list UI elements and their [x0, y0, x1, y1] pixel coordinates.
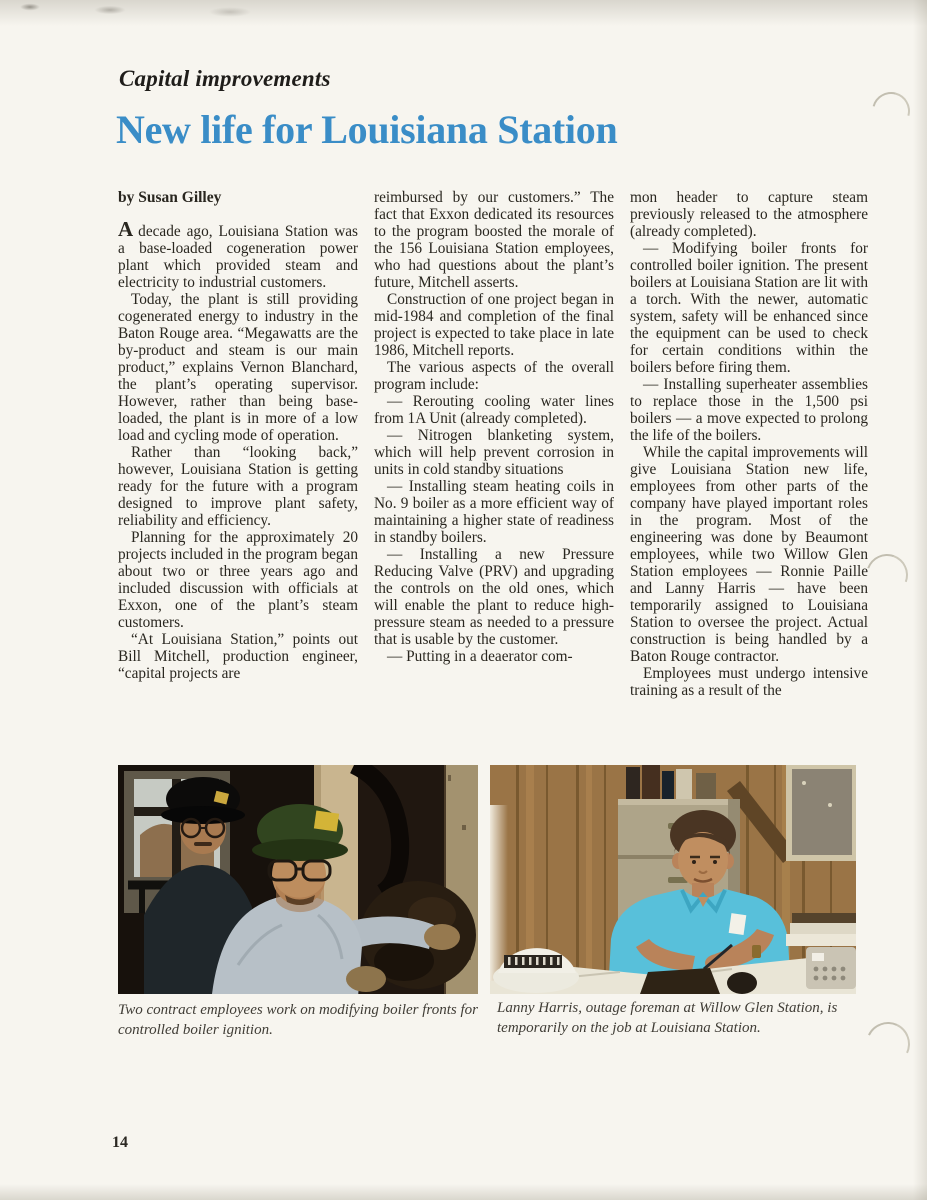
photo-caption: Two contract employees work on modifying boiler fronts for controlled boiler ignition.	[118, 1002, 478, 1038]
article-column-1	[118, 189, 358, 682]
article-paragraph: Construction of one project began in mid-1984 and completion of the final project is expected to take place in late 1986, Mitchell reports.	[374, 291, 614, 359]
article-list-item: — Putting in a deaerator com-	[387, 648, 573, 665]
article-list-item: — Installing superheater assemblies to replace those in the 1,500 psi boilers — a move expected to prolong the life of the boilers.	[630, 376, 868, 444]
article-list-item: — Rerouting cooling water lines from 1A Unit (already completed).	[374, 393, 614, 427]
pocket-badge	[729, 913, 747, 935]
scan-shadow-bottom	[0, 1184, 927, 1200]
photo-caption: Lanny Harris, outage foreman at Willow Glen Station, is temporarily on the job at Louisiana Station.	[497, 1000, 838, 1036]
article-paragraph	[118, 217, 358, 291]
photo-lanny-harris-desk	[490, 765, 856, 994]
article-title: New life for Louisiana Station	[116, 107, 618, 152]
article-paragraph: mon header to capture steam previously released to the atmosphere (already completed).	[630, 189, 868, 240]
paragraph-text: decade ago, Louisiana Station was a base-loaded cogeneration power plant which provided steam and electricity to industrial customers.	[118, 223, 358, 291]
desk-tray	[640, 968, 720, 994]
article-paragraph: Rather than “looking back,” however, Louisiana Station is getting ready for the future with a program designed to improve plant safety, reliability and efficiency.	[118, 444, 358, 529]
article-paragraph: While the capital improvements will give Louisiana Station new life, employees from other parts of the company have played important roles in the program. Most of the engineering was done by Beaumont employees, while two Willow Glen Station employees — Ronnie Paille and Lanny Harris — have been temporarily assigned to Louisiana Station to oversee the project. Actual construction is being handled by a Baton Rouge contractor.	[630, 444, 868, 665]
article-list-item: — Modifying boiler fronts for controlled boiler ignition. The present boilers at Louisiana Station are lit with a torch. With the newer, automatic system, safety will be enhanced since the equipment can be used to check for certain conditions within the boilers before firing them.	[630, 240, 868, 376]
article-paragraph: Employees must undergo intensive training as a result of the	[630, 665, 868, 699]
byline: by Susan Gilley	[118, 189, 222, 206]
article-paragraph: Planning for the approximately 20 projects included in the program began about two or three years ago and included discussion with officials at Exxon, one of the plant’s steam customers.	[118, 529, 358, 631]
article-paragraph: The various aspects of the overall program include:	[374, 359, 614, 393]
bulletin-board	[786, 765, 856, 861]
page-number: 14	[112, 1134, 128, 1151]
article-paragraph: “At Louisiana Station,” points out Bill Mitchell, production engineer, “capital projects are	[118, 631, 358, 682]
scan-shadow-right	[913, 0, 927, 1200]
desk-knob	[727, 972, 757, 994]
scan-noise	[0, 0, 420, 20]
section-kicker: Capital improvements	[119, 66, 331, 91]
article-column-2	[374, 189, 614, 665]
drop-cap: A	[118, 217, 134, 241]
article-list-item: — Nitrogen blanketing system, which will help prevent corrosion in units in cold standby situations	[374, 427, 614, 478]
article-paragraph: reimbursed by our customers.” The fact that Exxon dedicated its resources to the program boosted the morale of the 156 Louisiana Station employees, who had questions about the plant’s future, Mitchell asserts.	[374, 189, 614, 291]
wristwatch	[752, 945, 761, 958]
binder-hole-mark	[865, 85, 917, 137]
article-column-3	[630, 189, 868, 699]
scan-shadow-top	[0, 0, 927, 26]
work-glove	[424, 924, 460, 950]
photo-boiler-workers	[118, 765, 478, 994]
article-list-item: — Installing steam heating coils in No. 9 boiler as a more efficient way of maintaining a higher state of readiness in standby boilers.	[374, 478, 614, 546]
article-list-item: — Installing a new Pressure Reducing Valve (PRV) and upgrading the controls on the old ones, which will enable the plant to reduce high-pressure steam as needed to a pressure that is usable by the customer.	[374, 546, 614, 648]
article-paragraph: Today, the plant is still providing cogenerated energy to industry in the Baton Rouge area. “Megawatts are the by-product and steam is our main product,” explains Vernon Blanchard, the plant’s operating supervisor. However, rather than being base-loaded, the plant is in more of a low load and cycling mode of operation.	[118, 291, 358, 444]
adding-machine	[806, 947, 856, 989]
